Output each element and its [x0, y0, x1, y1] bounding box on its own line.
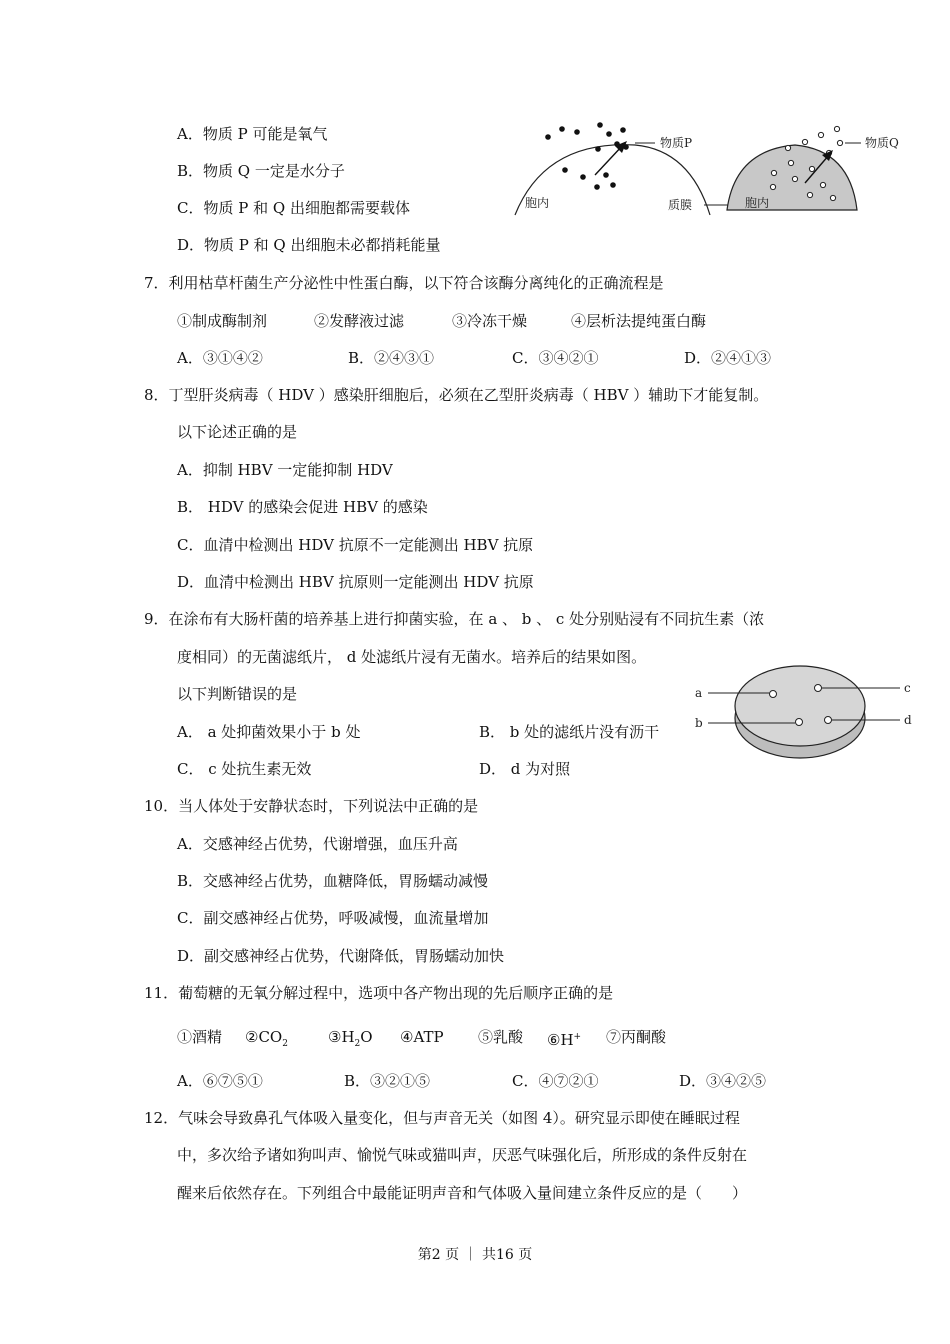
petri-dish-top: [735, 666, 865, 746]
q6-membrane-figure: [505, 115, 915, 220]
label-membrane: 质膜: [668, 198, 693, 212]
q11-option-c: C．④⑦②①: [512, 1072, 599, 1090]
q8-stem-line1: 8．丁型肝炎病毒（ HDV ）感染肝细胞后，必须在乙型肝炎病毒（ HBV ）辅助下才能复制。: [144, 386, 769, 404]
q11-item-4: ④ATP: [400, 1028, 444, 1046]
q6-option-b: B．物质 Q 一定是水分子: [177, 162, 345, 180]
q9-option-c: C． c 处抗生素无效: [177, 760, 312, 778]
q11-item-2: $②CO_2$: [245, 1028, 288, 1049]
q7-step-4: ④层析法提纯蛋白酶: [571, 312, 707, 330]
q6-option-d: D．物质 P 和 Q 出细胞未必都捎耗能量: [177, 236, 441, 254]
q11-item-1: ①酒精: [177, 1028, 223, 1046]
q9-option-a: A． a 处抑菌效果小于 b 处: [177, 723, 361, 741]
q7-option-b: B．②④③①: [348, 349, 435, 367]
disc-a: [770, 691, 777, 698]
q11-item-6: ⑥H+: [547, 1031, 582, 1049]
label-cell-interior-left: 胞内: [525, 196, 550, 210]
label-substance-p: 物质P: [660, 136, 693, 150]
q9-option-d: D． d 为对照: [479, 760, 571, 778]
page-footer: 第2 页 ｜ 共16 页: [417, 1247, 533, 1263]
q7-option-d: D．②④①③: [684, 349, 772, 367]
q6-option-a: A．物质 P 可能是氧气: [177, 125, 328, 143]
q12-line1: 12．气味会导致鼻孔气体吸入量变化，但与声音无关（如图 4）。研究显示即使在睡眠过程: [144, 1109, 740, 1127]
label-cell-interior-right: 胞内: [745, 196, 770, 210]
q12-line3: 醒来后依然存在。下列组合中最能证明声音和气体吸入量间建立条件反应的是（ ）: [177, 1184, 748, 1202]
q7-option-c: C．③④②①: [512, 349, 599, 367]
q10-option-b: B．交感神经占优势，血糖降低，胃肠蠕动减慢: [177, 872, 489, 890]
q8-option-c: C．血清中检测出 HDV 抗原不一定能测出 HBV 抗原: [177, 536, 534, 554]
q9-option-b: B． b 处的滤纸片没有沥干: [479, 723, 660, 741]
disc-b: [796, 719, 803, 726]
disc-c: [815, 685, 822, 692]
label-a: a: [695, 686, 703, 700]
q8-option-d: D．血清中检测出 HBV 抗原则一定能测出 HDV 抗原: [177, 573, 534, 591]
q11-item-3: $③H_2O$: [328, 1028, 373, 1049]
q10-option-d: D．副交感神经占优势，代谢降低，胃肠蠕动加快: [177, 947, 505, 965]
q11-item-5: ⑤乳酸: [478, 1028, 524, 1046]
label-b: b: [695, 716, 703, 730]
q11-option-b: B．③②①⑤: [344, 1072, 431, 1090]
q8-stem-line2: 以下论述正确的是: [177, 423, 298, 441]
q8-option-a: A．抑制 HBV 一定能抑制 HDV: [177, 461, 393, 479]
q7-stem: 7．利用枯草杆菌生产分泌性中性蛋白酶，以下符合该酶分离纯化的正确流程是: [144, 274, 664, 292]
q9-stem-line2: 度相同）的无菌滤纸片， d 处滤纸片浸有无菌水。培养后的结果如图。: [177, 648, 647, 666]
q10-stem: 10．当人体处于安静状态时，下列说法中正确的是: [144, 797, 479, 815]
q9-stem-line3: 以下判断错误的是: [177, 685, 298, 703]
q7-step-1: ①制成酶制剂: [177, 312, 268, 330]
q10-option-c: C．副交感神经占优势，呼吸减慢，血流量增加: [177, 909, 489, 927]
q9-stem-line1: 9．在涂布有大肠杆菌的培养基上进行抑菌实验，在 a 、 b 、 c 处分别贴浸有不同抗生素（浓: [144, 610, 765, 628]
q7-option-a: A．③①④②: [177, 349, 263, 367]
q11-option-d: D．③④②⑤: [679, 1072, 767, 1090]
q7-step-3: ③冷冻干燥: [452, 312, 528, 330]
q11-option-a: A．⑥⑦⑤①: [177, 1072, 263, 1090]
disc-d: [825, 717, 832, 724]
q11-stem: 11．葡萄糖的无氧分解过程中，选项中各产物出现的先后顺序正确的是: [144, 984, 614, 1002]
label-d: d: [904, 713, 912, 727]
label-c: c: [904, 681, 911, 695]
q6-option-c: C．物质 P 和 Q 出细胞都需要载体: [177, 199, 410, 217]
q11-item-7: ⑦丙酮酸: [606, 1028, 667, 1046]
label-substance-q: 物质Q: [865, 136, 899, 150]
q7-step-2: ②发酵液过滤: [314, 312, 405, 330]
q12-line2: 中，多次给予诸如狗叫声、愉悦气味或猫叫声，厌恶气味强化后，所形成的条件反射在: [177, 1146, 748, 1164]
right-cell: [727, 126, 899, 210]
q8-option-b: B． HDV 的感染会促进 HBV 的感染: [177, 498, 428, 516]
q9-petri-dish-figure: [690, 660, 920, 765]
q10-option-a: A．交感神经占优势，代谢增强，血压升高: [177, 835, 458, 853]
